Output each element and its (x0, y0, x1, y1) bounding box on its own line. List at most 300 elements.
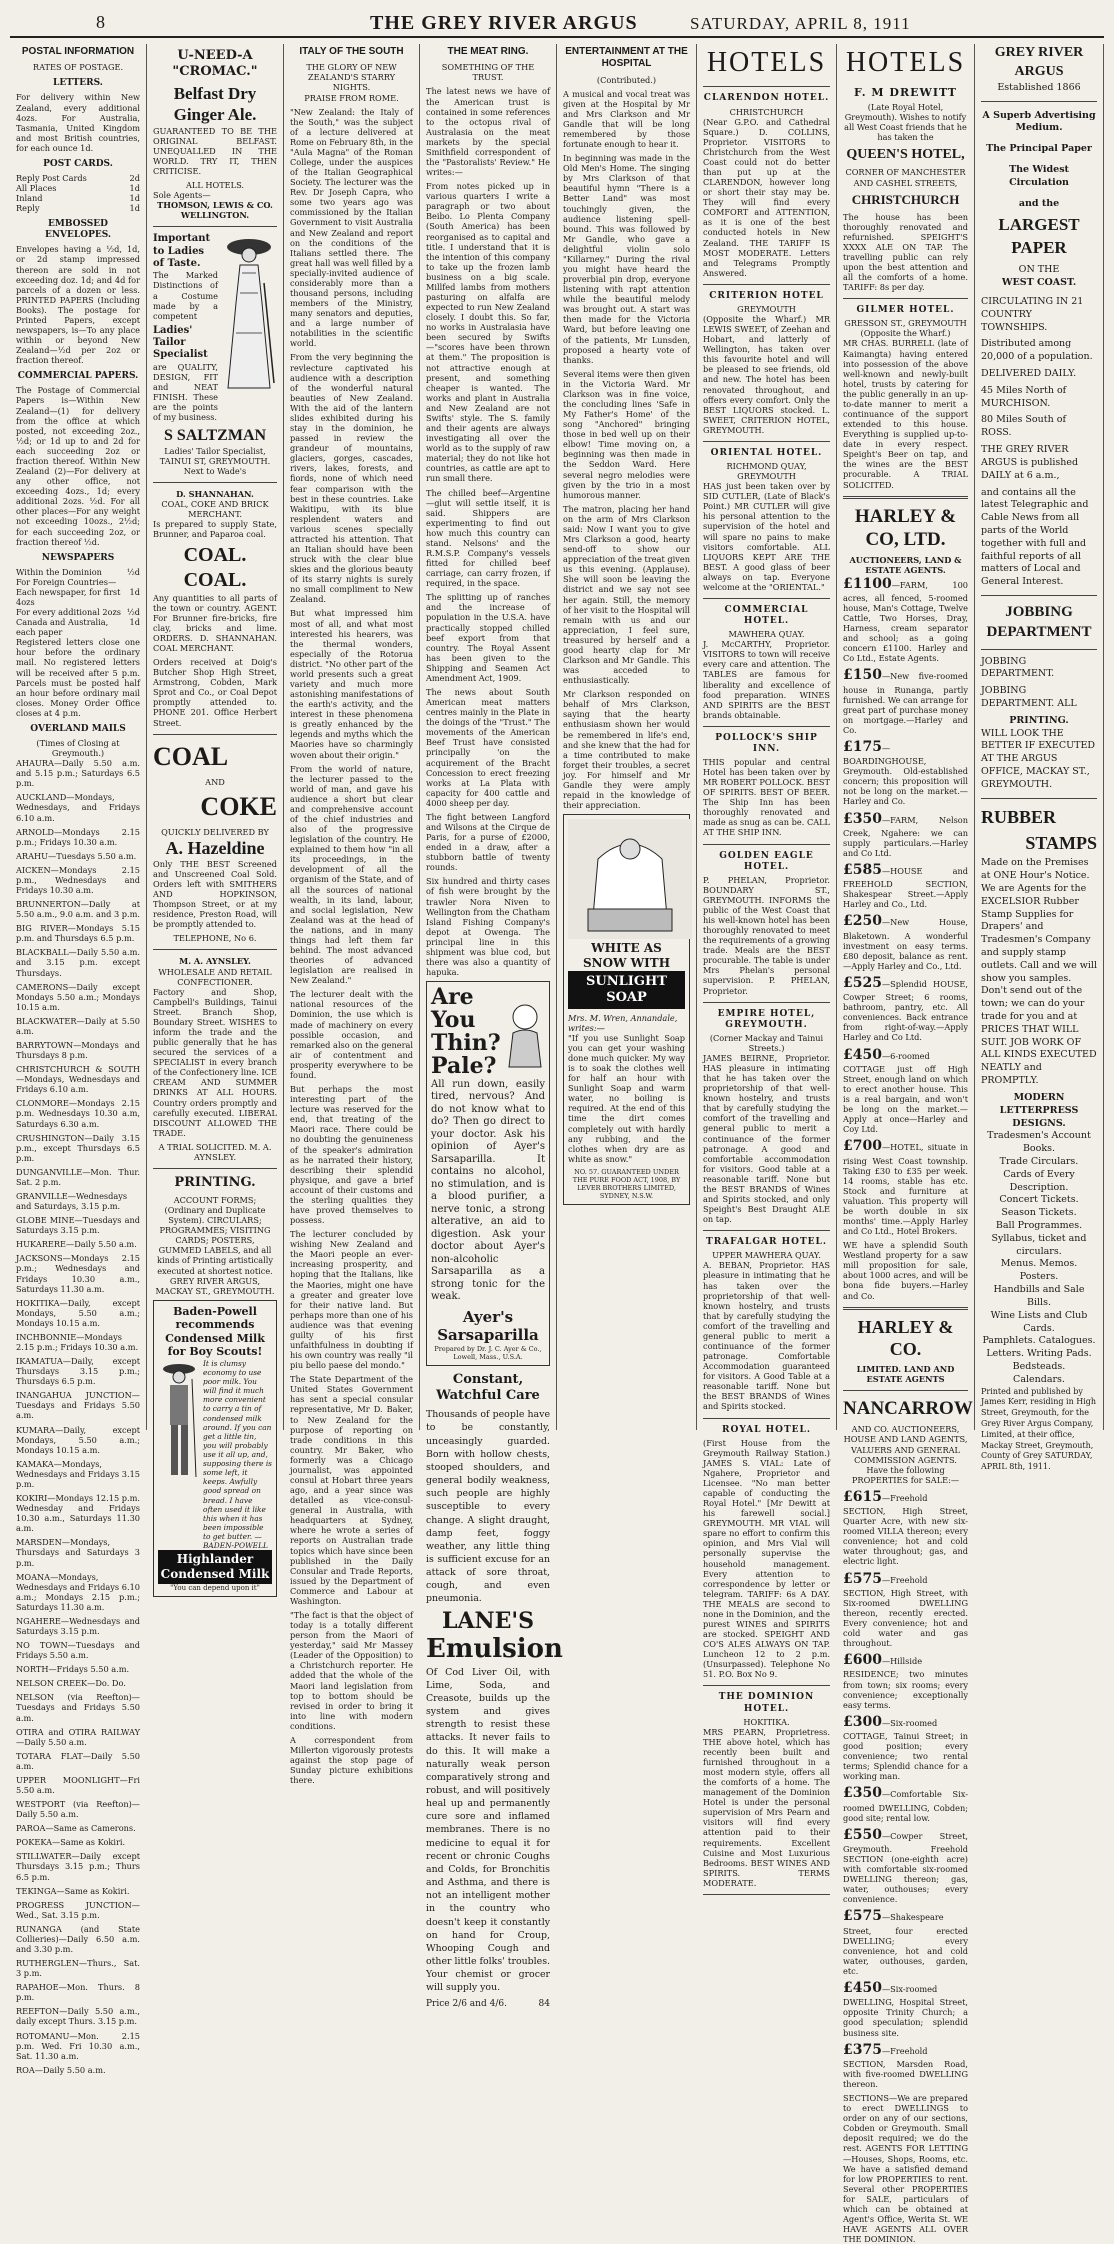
overland-entry: HUKARERE—Daily 5.50 a.m. (16, 1239, 137, 1250)
rate-label: For every additional 2ozs (16, 607, 121, 618)
saltzman-sub: Ladies' Tailor Specialist, TAINUI ST, GREYMOUTH. Next to Wade's (159, 445, 271, 476)
column-argus (975, 44, 1104, 1472)
italy-paragraph: A correspondent from Millerton vigorously protests against the stop page of Sunday picture exhibitions there. (290, 1734, 413, 1786)
newspapers-table (16, 567, 140, 638)
property-text: —Freehold SECTION, High Street, Quarter Acre, with new six-roomed VILLA thereon; every convenience; hot and cold water throughout; gas, and electric light. (843, 1492, 968, 1567)
property-text: —Splendid HOUSE, Cowper Street; 6 rooms, bathroom, pantry, etc. All conveniences. Back entrance from right-of-way.—Apply Harley and Co Ltd. (843, 978, 968, 1043)
rate-label: Each newspaper, for first 4ozs (16, 586, 121, 607)
property-listing (843, 1047, 968, 1135)
meat-subheading: SOMETHING OF THE TRUST. (441, 62, 535, 83)
hotel-name: GOLDEN EAGLE HOTEL. (719, 850, 814, 872)
overland-entry: HOKITIKA—Daily, except Mondays, 5.50 a.m.; Mondays 10.15 a.m. (16, 1297, 140, 1328)
drewitt-text: (Late Royal Hotel, Greymouth). Wishes to notify all West Coast friends that he has taken the (844, 101, 967, 143)
italy-paragraph: The lecturer concluded by wishing New Zealand and the Maori people an ever-increasing prosperity, and hoping that the Italians, like the Maories, might one have a greater and greater love for their native land. But perhaps more than one of his audience was that evening guilty of his first unfaithfulness in doubting if his own country was really "il piu bello paese del mondo." (290, 1229, 413, 1371)
work-list-item: Concert Tickets. (999, 1194, 1079, 1206)
column-meat (420, 44, 563, 2009)
hotel-listing (703, 1692, 830, 1894)
overland-entry: INANGAHUA JUNCTION—Tuesdays and Fridays 5.50 a.m. (16, 1390, 140, 1421)
rate-value: 1d (129, 586, 140, 597)
property-listing (843, 1908, 968, 1976)
property-price: £585 (843, 861, 882, 878)
commercial-text: The Postage of Commercial Papers is—Within New Zealand—(1) for delivery from the office at which posted, not exceeding 2oz., ½d; or 1d up to and 2d for each succeeding 2oz or fraction thereof. Within New Zealand (2)—For delivery at any other office, not exceeding 4ozs., 1d; every additional 2ozs. ½d. For all other places—For any weight not exceeding 10ozs., 2½d; for each succeeding 2oz, or fraction thereof ½d. (16, 385, 140, 547)
argus-largest: LARGEST PAPER (998, 215, 1080, 258)
hotel-name: POLLOCK'S SHIP INN. (715, 732, 818, 754)
cromac-title: U-NEED-A "CROMAC." (172, 48, 258, 79)
hotel-listing (703, 733, 830, 845)
column-postal (10, 44, 147, 2075)
column-italy (284, 44, 420, 1786)
hazeldine-sub: QUICKLY DELIVERED BY (161, 826, 269, 837)
italy-subheading-2: PRAISE FROM ROME. (304, 92, 399, 103)
jobbing-3: JOBBING DEPARTMENT. ALL (981, 685, 1077, 709)
property-listing (843, 576, 968, 664)
property-price: £450 (843, 1980, 882, 1997)
hotel-location: UPPER MAWHERA QUAY. (712, 1250, 821, 1261)
hotel-text: (Opposite the Wharf.) MR LEWIS SWEET, of Zeehan and Hobart, and latterly of Wellington, has taken over this favourite hotel and will be pleased to see friends, old and new. The hotel has been renovated throughout, and offers every comfort. Only the BEST LIQUORS stocked. L. SWEET, CRITERION HOTEL, GREYMOUTH. (703, 313, 830, 435)
harley-sub-2: LIMITED. LAND AND ESTATE AGENTS (856, 1363, 955, 1384)
property-price: £1100 (843, 575, 892, 592)
rate-label: For Foreign Countries— (16, 576, 117, 587)
hotel-text: JAMES BEIRNE, Proprietor. HAS pleasure in intimating that he has taken over the proprietorship of that well-known hostelry, and trusts that by carefully studying the comfort of the travelling and general public to merit a continuance of the former patronage. A good and comfortable accommodation for visitors. Good table at a reasonable tariff. None but the BEST BRANDS of Wines and Spirits stocked, and only Speight's Best Draught ALE on tap. (703, 1052, 830, 1225)
rate-value: 1d (129, 617, 140, 628)
property-listing (843, 1980, 968, 2038)
overland-entry: DUNGANVILLE—Mon. Thur. Sat. 2 p.m. (16, 1166, 140, 1187)
rate-label: Reply (16, 203, 40, 214)
property-price: £375 (843, 2041, 882, 2058)
meat-paragraph: The latest news we have of the American trust is contained in some references to the octopus rival of Australasia on the meat markets by the special Smithfield correspondent of the "Pastoralists' Review." He writes:— (426, 86, 550, 178)
rate-value: ½d (126, 566, 140, 577)
christchurch: CHRISTCHURCH (851, 191, 960, 207)
property-text: —Shakespeare Street, four erected DWELLING; every convenience, hot and cold water, outhouses, garden, etc. (843, 1912, 968, 1976)
agents-name: THOMSON, LEWIS & CO. WELLINGTON. (157, 200, 273, 221)
overland-entry: POKEKA—Same as Kokiri. (16, 1837, 126, 1848)
milk-ad (153, 1300, 277, 1597)
property-price: £150 (843, 667, 882, 684)
sections-text: SECTIONS—We are prepared to erect DWELLINGS to order on any of our sections, Cobden or Greymouth. Small deposit required; we do the rest. AGENTS FOR LETTING—Houses, Shops, Rooms, etc. We have a satisfied demand for low PROPERTIES to rent. Several other PROPERTIES for SALE, particulars of which can be obtained at Agent's Office, Werita St. WE HAVE AGENTS ALL OVER THE DOMINION. (843, 2093, 968, 2244)
property-text: —New five-roomed house in Runanga, partly furnished. We can arrange for great part of purchase money on mortgage.—Harley and Co. (843, 671, 968, 735)
overland-subtitle: (Times of Closing at Greymouth.) (36, 737, 120, 759)
property-text: —Freehold SECTION, High Street, with Six-roomed DWELLING thereon, recently erected. Every convenience; hot and cold water and gas throughout. (843, 1574, 968, 1649)
coke-and: AND (205, 776, 225, 787)
page-header (10, 10, 1104, 38)
queens-text: The house has been thoroughly renovated and refurnished. SPEIGHT'S XXXX ALE ON TAP. The travelling public can rely upon the best attention and all the comforts of a home. TARIFF: 8s per day. (843, 211, 968, 293)
aynsley-heading: M. A. AYNSLEY. (179, 956, 251, 967)
all-hotels: ALL HOTELS. (185, 180, 245, 191)
overland-entry: AHAURA—Daily 5.50 a.m. and 5.15 p.m.; Saturdays 6.5 p.m. (16, 758, 140, 789)
entertainment-paragraph: Several items were then given in the Victoria Ward. Mr Clarkson was in fine voice, the concluding lines 'Safe in My Father's Home' of the song "Anchored" bringing those in bed well up on their elbow! Time moving on, a beginning was then made in the Seddon Ward. Here several negro melodies were given by the trio in a most humorous manner. (563, 368, 690, 500)
meat-article (426, 86, 550, 977)
ladies-heading: Important to Ladies of Taste. (153, 233, 211, 270)
hotels-heading-2: HOTELS (845, 47, 966, 78)
property-price: £450 (843, 1046, 882, 1063)
queens-location: CORNER OF MANCHESTER AND CASHEL STREETS, (845, 167, 966, 188)
nancarrow-listings (843, 1489, 968, 2089)
property-text: —HOTEL, situate in rising West Coast township. Taking £30 to £35 per week. 14 rooms, stable has etc. Stock and furniture at valuation. This property will be worth double in six months' time.—Apply Harley and Co Ltd., Hotel Brokers. (843, 1142, 968, 1237)
post-cards-table (16, 173, 140, 213)
italy-paragraph: "New Zealand: the Italy of the South," was the subject of a lecture delivered at Rome on February 8th, in the "Aula Magna" of the Roman College, under the auspices of the Italian Geographical Society. The lecturer was the Rev. Dr Joseph Capra, who some two years ago was commissioned by the Italian Government to visit Australia and New Zealand and report on the conditions of the Italians settled there. The great hall was well filled by a specially-invited audience of considerably more than a thousand persons, including members of the Ministry, many senators and deputies, and a large number of notabilities in the scientific world. (290, 106, 413, 349)
property-listing (843, 1827, 968, 1905)
entertainment-article (563, 89, 690, 810)
overland-entry: JACKSONS—Mondays 2.15 p.m.; Wednesdays and Fridays 10.30 a.m., Saturdays 11.30 a.m. (16, 1253, 140, 1294)
saltzman-name: S SALTZMAN (163, 427, 267, 445)
property-price: £550 (843, 1826, 882, 1843)
overland-entry: RAPAHOE—Mon. Thurs. 8 p.m. (16, 1982, 140, 2003)
rate-label: Within the Dominion (16, 566, 102, 577)
hotel-text: (First House from the Greymouth Railway Station.) JAMES S. VIAL: Late of Ngahere, Proprietor and Licensee. "No man better capable of conducting the Royal Hotel." [Mr Dewitt at his farewell social.] GREYMOUTH. MR VIAL will spare no effort to confirm this opinion, and Mrs Vial will personally supervise the household management. Every attention to correspondence by letter or telegram. TARIFF: 6s A DAY. THE MEALS are second to none in the Dominion, and the purest WINES and SPIRITS are stocked. SPEIGHT AND CO'S ALES ALWAYS ON TAP. Luncheon 12 to 2 p.m. (Unsurpassed). Telephone No 51. P.O. Box No 9. (703, 1437, 830, 1680)
rate-row (16, 577, 140, 587)
italy-paragraph: But what impressed him most of all, and what most interested his hearers, was the thermal wonders, especially of the Rotorua district. "No other part of the world presents such a great variety and much more astonishing manifestations of the earth's activity, and the interest in these phenomena is greatly enhanced by the legends and myths which the Maories have so charmingly woven about their origin." (290, 608, 413, 760)
letters-heading: LETTERS. (53, 78, 103, 89)
coke-big: COKE (200, 791, 277, 821)
ginger-ale-heading: Belfast Dry Ginger Ale. (173, 83, 257, 124)
italy-article (290, 107, 413, 1786)
overland-entry: KUMARA—Daily, except Mondays, 5.50 a.m.; Mondays 10.15 a.m. (16, 1424, 140, 1455)
rate-value: 1d (129, 193, 140, 204)
argus-title: GREY RIVER ARGUS (994, 45, 1084, 79)
hotel-listing (703, 1009, 830, 1232)
property-listing (843, 739, 968, 807)
imprint: Printed and published by James Kerr, residing in High Street, Greymouth, for the Grey River Argus Company, Limited, at their office, Mackay Street, Greymouth, County of Grey SATURDAY, APRIL 8th, 1911. (981, 1386, 1097, 1472)
property-text: —Freehold SECTION, Marsden Road, with five-roomed DWELLING thereon. (843, 2045, 968, 2089)
hotel-name: EMPIRE HOTEL, GREYMOUTH. (717, 1008, 816, 1030)
argus-medium: A Superb Advertising Medium. (982, 109, 1096, 134)
overland-entry: BLACKWATER—Daily at 5.50 a.m. (16, 1015, 140, 1036)
sawmill-text: WE have a splendid South Westland property for a saw mill proposition for sale, about 1000 acres, and will be bona fide buyers.—Harley and Co. (843, 1240, 968, 1301)
property-price: £250 (843, 913, 882, 930)
column-entertainment (557, 44, 697, 1430)
aynsley-sub: WHOLESALE AND RETAIL CONFECTIONER. (158, 966, 272, 987)
hotel-text: (Near G.P.O. and Cathedral Square.) D. COLLINS, Proprietor. VISITORS to Christchurch from the West Coast could not do better than put up at the CLARENDON, however long or short their stay may be. They will find every COMFORT and ATTENTION, as it is one of the best conducted hotels in New Zealand. THE TARIFF IS MOST MODERATE. Letters and Telegrams Promptly Answered. (703, 116, 830, 278)
harley-sub: AUCTIONEERS, LAND & ESTATE AGENTS. (849, 555, 962, 576)
lady-illustration (222, 233, 277, 426)
argus-contains: and contains all the latest Telegraphic and Cable News from all parts of the World together with full and faithful reports of all matters of Local and General Interest. (981, 486, 1089, 588)
rate-row (16, 617, 140, 637)
cards-heading: POST CARDS. (43, 158, 113, 169)
hotel-location: RICHMOND QUAY, GREYMOUTH (726, 460, 807, 482)
property-listing (843, 1138, 968, 1236)
property-price: £700 (843, 1138, 882, 1155)
overland-entry: TEKINGA—Same as Kokiri. (16, 1885, 130, 1896)
hotel-text: A. BEBAN, Proprietor. HAS pleasure in intimating that he has taken over the proprietorship of that well-known hostelry, and trusts that by carefully studying the comfort of the travelling and general public to merit a continuance of the former patronage. Comfortable Accommodation guaranteed for visitors. A Good Table at a reasonable tariff. None but the BEST BRANDS of Wines and Spirits stocked. (703, 1260, 830, 1412)
shannahan-sub: COAL, COKE AND BRICK MERCHANT. (161, 499, 269, 520)
rate-row (16, 183, 140, 193)
overland-entry: NO TOWN—Tuesdays and Fridays 5.50 a.m. (16, 1640, 140, 1661)
milk-quote: It is clumsy economy to use poor milk. You will find it much more convenient to carry a tin of condensed milk around. If you can get a little tin, you will probably use it all up, and, supposing there is some left, it keeps. Awfully good spread on bread. I have often used it like this when it has been impossible to get butter. — BADEN-POWELL (203, 1358, 272, 1551)
argus-established: Established 1866 (997, 81, 1081, 93)
column-hotels-1 (697, 44, 837, 1888)
overland-entry: INCHBONNIE—Mondays 2.15 p.m.; Fridays 10.30 a.m. (16, 1331, 139, 1353)
overland-list (16, 758, 140, 2075)
hotel-text: THIS popular and central Hotel has been taken over by MR ROBERT POLLOCK. BEST OF SPIRITS. BEST OF BEER. The Ship Inn has been thoroughly renovated and made as snug as can be. CALL AT THE SHIP INN. (703, 756, 830, 838)
overland-entry: TOTARA FLAT—Daily 5.50 a.m. (16, 1750, 140, 1771)
column-hotels-2 (837, 44, 975, 2244)
hotel-location: HOKITIKA. (743, 1716, 790, 1727)
work-list-item: Handbills and Sale Bills. (993, 1284, 1085, 1308)
overland-entry: MOANA—Mondays, Wednesdays and Fridays 6.10 a.m.; Mondays 2.15 p.m.; Saturdays 11.30 a.m. (16, 1571, 140, 1612)
soap-brand: SUNLIGHT SOAP (568, 971, 685, 1009)
property-text: —Hillside RESIDENCE; two minutes from town; six rooms; every convenience; exceptionally easy terms. (843, 1656, 968, 1710)
harley-listings (843, 576, 968, 1237)
hotel-listing (703, 291, 830, 442)
coal-text: Any quantities to all parts of the town or country. AGENT. For Brunner fire-bricks, fire clay, bricks and lime. ORDERS. D. SHANNAHAN. COAL MERCHANT. (153, 592, 277, 653)
coal-big: COAL (153, 741, 229, 771)
hotel-listing (703, 605, 830, 727)
rate-value: 1d (129, 183, 140, 194)
property-text: —BOARDINGHOUSE, Greymouth. Old-established concern; this proposition will not be long on the market.—Harley and Co. (843, 742, 968, 807)
overland-entry: ARNOLD—Mondays 2.15 p.m.; Fridays 10.30 a.m. (16, 826, 140, 847)
rate-row (16, 587, 140, 607)
care-text: Thousands of people have to be constantly, unceasingly guarded. Born with hollow chests, stooped shoulders, and general bodily weakness, such people are highly susceptible to every change. A slight draught, damp feet, foggy weather, any little thing is sufficient excuse for an attack of sore throat, cough, and even pneumonia. (426, 1409, 550, 1605)
italy-paragraph: The lecturer dealt with the national resources of the Dominion, the use which is made of machinery on every possible occasion, and remarked also on the general air of contentment and prosperity everywhere to be found. (290, 989, 413, 1080)
ladies-text: The Marked Distinctions of a Costume made by a competent (153, 270, 218, 321)
page-number: 8 (96, 12, 105, 32)
jobbing-2: JOBBING DEPARTMENT. (981, 655, 1055, 680)
property-price: £300 (843, 1713, 882, 1730)
property-listing (843, 913, 968, 971)
hotel-text: HAS just been taken over by SID CUTLER, (Late of Black's Point.) MR CUTLER will give his personal attention to the supervision of the hotel and will spare no pains to make visitors comfortable. ALL LIQUORS KEPT ARE THE BEST. A good glass of beer always on tap. Everyone welcome at the "ORIENTAL." (703, 481, 830, 592)
italy-paragraph: From the very beginning the revlecture captivated his audience with a description of the wonderful natural beauties of New Zealand. With the aid of the lantern slides exhibited during his stay in the dominion, he passed in review the grandeur of mountains, glaciers, gorges, cascades, rivers, lakes, forests, and fiords, none of which need fear comparison with the best in these countries. Lake Wakitipu, with its blue resplendent waters and various scenes specially attracted his attention. That an Italian should have been struck with the clear blue skies and the glorious beauty of its starry nights is surely no small compliment to New Zealand. (290, 352, 413, 605)
emulsion-heading: Emulsion (426, 1633, 563, 1664)
overland-entry: KAMAKA—Mondays, Wednesdays and Fridays 3.15 p.m. (16, 1458, 140, 1489)
rate-row (16, 173, 140, 183)
property-price: £350 (843, 1785, 882, 1802)
hotel-name: ROYAL HOTEL. (722, 1424, 811, 1435)
overland-entry: BRUNNERTON—Daily at 5.50 a.m., 9.0 a.m. and 3 p.m. (16, 899, 140, 920)
argus-principal: The Principal Paper (986, 143, 1092, 155)
overland-entry: WESTPORT (via Reefton)—Daily 5.50 a.m. (16, 1799, 140, 1820)
overland-entry: CHRISTCHURCH & SOUTH—Mondays, Wednesdays and Fridays 6.10 a.m. (16, 1064, 140, 1095)
shannahan-heading: D. SHANNAHAN. (176, 489, 254, 500)
modern-letterpress: MODERN LETTERPRESS (999, 1091, 1079, 1116)
soap-letter: "If you use Sunlight Soap you can get your washing done much quicker. My way is to soak the clothes well for half an hour with Sunlight Soap and warm water, no boiling is required. At the end of this time the dirt comes completely out with hardly any rubbing, and the clothes when dry are as white as snow." (568, 1032, 685, 1164)
overland-entry: GRANVILLE—Wednesdays and Saturdays, 3.15 p.m. (16, 1191, 128, 1212)
overland-entry: CLONMORE—Mondays 2.15 p.m. Wednesdays 10.30 a.m, Saturdays 6.30 a.m. (16, 1098, 140, 1129)
overland-entry: ROTOMANU—Mon. 2.15 p.m. Wed. Fri 10.30 a.m., Sat. 11.30 a.m. (16, 2030, 140, 2061)
telephone: TELEPHONE, No 6. (173, 933, 257, 944)
lane-footnote: 84 (538, 1998, 550, 2009)
overland-entry: MARSDEN—Mondays, Thursdays and Saturdays 3 p.m. (16, 1537, 140, 1568)
overland-entry: IKAMATUA—Daily, except Thursdays 3.15 p.m.; Thursdays 6.5 p.m. (16, 1356, 140, 1387)
property-listing (843, 1714, 968, 1782)
property-listing (843, 1571, 968, 1649)
hotels-list (703, 93, 830, 1895)
hotel-location: GREYMOUTH (737, 303, 796, 314)
masthead: THE GREY RIVER ARGUS (370, 12, 638, 34)
meat-paragraph: From notes picked up in various quarters I write a paragraph or two about Beibo. Lo Plenta Company (South America) has been reorganised as to capital and title. I understand that it is the intention of this company to take up the frozen lamb business on a big scale. Millfed lambs from mothers pasturing on alfalfa are expected to run New Zealand closely. I doubt this. So far, no works in Australasia have been secured by Swifts—"scores have been thrown at them." The proposition is not attractive enough at present, and something cheaper is wanted. The works and plant in Australia and New Zealand are not Swifts' style. The S. family and their agents are always investigating all over the world as to the supply of raw material; they do not like hot countries, as cattle are apt to run small there. (426, 181, 550, 484)
property-listing (843, 811, 968, 858)
overland-entry: RUTHERGLEN—Thurs., Sat. 3 p.m. (16, 1958, 140, 1979)
work-list-item: Trade Circulars. (999, 1155, 1079, 1167)
property-listing (843, 667, 968, 735)
rubber-heading: RUBBER (981, 806, 1057, 827)
drewitt-name: F. M DREWITT (854, 86, 957, 100)
meat-paragraph: The chilled beef—Argentine—glut will settle itself, it is said. Shippers are experimenting to find out how much this country can stand. Nelsons' and the R.M.S.P. Company's vessels fitted for chilled beef carriage, can carry frozen, if required, in the space. (426, 487, 550, 589)
entertainment-paragraph: The matron, placing her hand on the arm of Mrs Clarkson said: Now I want you to give Mrs Clarkson a good, hearty send-off to show our appreciation of the treat given us this evening. (Applause). She will soon be leaving the district and we say not see her again. Still, the memory of her visit to the Hospital will remain with us and our appreciation, I feel sure, treasured by herself and a good hearty clap for Mr Clarkson and Mr Gandle. This was acceded to enthusiastically. (563, 503, 690, 686)
tailor-text: are QUALITY, DESIGN, FIT and NEAT FINISH. These are the points of my business. (153, 361, 218, 423)
argus-published: THE GREY RIVER ARGUS is published DAILY at 6 a.m., (981, 444, 1079, 481)
property-listing (843, 2042, 968, 2089)
rate-value: ½d (126, 607, 140, 618)
overland-entry: PAROA—Same as Camerons. (16, 1823, 136, 1834)
property-text: —FARM, 100 acres, all fenced, 5-roomed house, Man's Cottage, Twelve Cattle, Two Horses, Dray, Harness, cream separator and school; as a going concern £1100. Harley and Co Ltd., Estate Agents. (843, 579, 968, 664)
work-list-item: Tradesmen's Account Books. (987, 1130, 1091, 1155)
queens-hotel: QUEEN'S HOTEL, (846, 147, 965, 163)
argus-miles: 45 Miles North of MURCHISON. (981, 384, 1067, 409)
postal-title: POSTAL INFORMATION (21, 46, 135, 57)
property-price: £575 (843, 1570, 882, 1587)
harley-heading: HARLEY & CO, LTD. (854, 505, 957, 550)
argus-coast: WEST COAST. (1001, 277, 1077, 289)
hotel-listing (703, 1425, 830, 1687)
work-list-item: Wine Lists and Club Cards. (990, 1309, 1088, 1334)
rate-value: 2d (129, 172, 140, 183)
jobbing-heading: JOBBING DEPARTMENT (986, 604, 1092, 641)
rate-row (16, 607, 140, 617)
work-list-item: Cards of Every Description. (1003, 1168, 1075, 1193)
argus-circulation: The Widest Circulation (1009, 164, 1069, 188)
newspapers-heading: NEWSPAPERS (41, 552, 115, 563)
hotels-heading: HOTELS (706, 47, 827, 78)
newspapers-text: Registered letters close one hour before the ordinary mail. No registered letters will be received after 5 p.m. Parcels must be posted half an hour before ordinary mail closes. Money Order Office closes at 4 p.m. (16, 637, 140, 718)
nancarrow-heading: NANCARROW (843, 1398, 973, 1420)
tailor-heading: Ladies' Tailor Specialist (153, 324, 208, 361)
work-list-item: Season Tickets. (1001, 1207, 1077, 1219)
designs: DESIGNS. (1012, 1117, 1066, 1129)
property-text: —Six-roomed COTTAGE, Tainui Street; in good position; every convenience; two rental terms; Splendid chance for a working man. (843, 1717, 968, 1782)
work-list (981, 1130, 1097, 1386)
overland-entry: NELSON CREEK—Do. Do. (16, 1678, 126, 1689)
hotel-name: CLARENDON HOTEL. (703, 93, 830, 104)
coal-heading: COAL. COAL. (183, 544, 247, 592)
embossed-text: Envelopes having a ½d, 1d, or 2d stamp impressed thereon are sold in not exceeding doz. 1d; and 4d for parcels of a dozen or less. PRINTED PAPERS (Including Books). The postage for Printed Papers, except newspapers, is—To any place within or beyond New Zealand—½d per 2oz or fraction thereof. (16, 244, 140, 366)
hotel-location: CHRISTCHURCH (729, 106, 804, 117)
column-ads (147, 44, 284, 1592)
italy-subheading: THE GLORY OF NEW ZEALAND'S STARRY NIGHTS. (306, 62, 397, 93)
property-text: —Cowper Street, Greymouth. Freehold SECTION (one-eighth acre) with comfortable six-roomed DWELLING thereon; gas, water, outhouses; every convenience. (843, 1830, 968, 1905)
printing-heading: PRINTING. (174, 1175, 256, 1191)
rate-label: Reply Post Cards (16, 172, 87, 183)
work-list-item: Syllabus, ticket and circulars. (991, 1232, 1087, 1257)
property-text: —Comfortable Six-roomed DWELLING, Cobden; good site; rental low. (843, 1789, 968, 1823)
laundry-illustration (568, 819, 692, 939)
property-price: £525 (843, 974, 882, 991)
entertainment-heading: ENTERTAINMENT AT THE HOSPITAL (565, 46, 688, 70)
nancarrow-sub: AND CO. AUCTIONEERS, HOUSE AND LAND AGENTS, VALUERS AND GENERAL COMMISSION AGENTS. Have the following PROPERTIES for SALE:— (843, 1424, 968, 1485)
property-text: —HOUSE and FREEHOLD SECTION, Shakespear Street.—Apply Harley and Co., Ltd. (843, 865, 968, 910)
lane-price: Price 2/6 and 4/6. (426, 1998, 507, 2009)
hotel-name: CRITERION HOTEL (709, 290, 824, 301)
care-heading: Constant, Watchful Care (436, 1372, 540, 1404)
stamps-heading: STAMPS (1025, 832, 1097, 853)
argus-printing-text: WILL LOOK THE BETTER IF EXECUTED AT THE ARGUS OFFICE, MACKAY ST., GREYMOUTH. (981, 727, 1096, 790)
property-price: £615 (843, 1488, 882, 1505)
argus-printing: PRINTING. (1009, 714, 1069, 726)
agents-label: Sole Agents— (153, 190, 211, 201)
hazeldine-name: A. Hazeldine (165, 837, 265, 858)
hazeldine-text: Only THE BEST Screened and Unscreened Coal Sold. Orders left with SMITHERS AND HOPKINSON, Thompson Street, or at my residence, Preston Road, will be promptly attended to. (153, 858, 277, 930)
shannahan-text: Is prepared to supply State, Brunner, and Paparoa coal. (153, 519, 277, 540)
property-listing (843, 1489, 968, 1567)
ayer-brand: Ayer's Sarsaparilla (437, 1307, 539, 1345)
property-price: £175 (843, 738, 882, 755)
rate-value: 1d (129, 203, 140, 214)
overland-entry: RUNANGA (and State Collieries)—Daily 6.50 a.m. and 3.30 p.m. (16, 1923, 140, 1954)
overland-entry: CAMERONS—Daily except Mondays 5.50 a.m.; Mondays 10.15 a.m. (16, 981, 140, 1012)
soap-guarantee: NO. 57. GUARANTEED UNDER THE PURE FOOD ACT, 1908, BY LEVER BROTHERS LIMITED, SYDNEY, N.S.W. (572, 1167, 681, 1200)
milk-brand: Highlander Condensed Milk (158, 1550, 272, 1584)
rate-row (16, 193, 140, 203)
meat-paragraph: The splitting up of ranches and the increase of population in the U.S.A. have practically stopped chilled beef export from that country. The Royal Assent has been given to the Shipping and Seamen Act Amendment Act, 1909. (426, 592, 550, 683)
meat-paragraph: The news about South American meat matters centres mainly in the Plate in the doings of the "Trust." The movements of the American Beef Trust have consisted principally 'on the acquirement of the Bracht Concession to erect freezing works at La Plata with capacity for 400 cattle and 4000 sheep per day. (426, 686, 550, 808)
harley-heading-2: HARLEY & CO. (857, 1316, 954, 1359)
commercial-heading: COMMERCIAL PAPERS. (17, 371, 139, 382)
aynsley-text: Factory and Shop, Campbell's Buildings, Tainui Street. Branch Shop, Boundary Street. WISHES to inform the trade and the public generally that he has secured the services of a SPECIALIST in every branch of the Confectionery line. ICE CREAM AND SUMMER DRINKS AT ALL HOURS. Country orders promptly and carefully executed. LIBERAL DISCOUNT ALLOWED THE TRADE. (153, 986, 277, 1138)
milk-tagline: "You can depend upon it" (170, 1583, 260, 1592)
issue-date: SATURDAY, APRIL 8, 1911 (690, 14, 911, 33)
overland-entry: NGAHERE—Wednesdays and Saturdays 3.15 p.m. (16, 1615, 140, 1636)
letter-writer: Mrs. M. Wren, Annandale, writes:— (568, 1012, 678, 1033)
italy-paragraph: From the world of nature, the lecturer passed to the world of man, and gave his audience a short but clear and comprehensive account of the chief industries and also of the progressive legislation of the country. He explained to them how "in all its proceedings, in the development of all the organism of the State, and of all the sources of national wealth, in its land, labour, and social legislation, New Zealand was at the head of the nations, and in many things had left them far behind. The most advanced theories of advanced legislation are realised in New Zealand." (290, 763, 413, 986)
hotel-listing (703, 93, 830, 284)
overland-entry: AUCKLAND—Mondays, Wednesdays, and Fridays 6.10 a.m. (16, 792, 140, 823)
ayer-prepared: Prepared by Dr. J. C. Ayer & Co., Lowell, Mass., U.S.A. (434, 1345, 542, 1362)
property-price: £575 (843, 1908, 882, 1925)
overland-entry: KOKIRI—Mondays 12.15 p.m. Wednesday and Fridays 10.30 a.m., Saturdays 11.30 a.m. (16, 1493, 140, 1534)
overland-entry: BARRYTOWN—Mondays and Thursdays 8 p.m. (16, 1039, 140, 1061)
overland-entry: NELSON (via Reefton)—Tuesdays and Fridays 5.50 a.m. (16, 1692, 140, 1723)
milk-heading: Baden-Powell recommends Condensed Milk for Boy Scouts! (165, 1304, 265, 1359)
lane-text: Of Cod Liver Oil, with Lime, Soda, and Creasote, builds up the system and gives strength to resist these attacks. It never fails to do this. It will make a naturally weak person comparatively strong and robust, and will positively heal up and permanently cure sore and inflamed membranes. There is no medicine to equal it for recent or chronic Coughs and Colds, for Bronchitis and Asthma, and there is not an intelligent mother in the country who doesn't keep it constantly on hand for Croup, Whooping Cough and other little folks' troubles. Your chemist or grocer will supply you. (426, 1666, 550, 1994)
overland-entry: OTIRA and OTIRA RAILWAY—Daily 5.50 a.m. (16, 1726, 140, 1747)
property-listing (843, 975, 968, 1043)
overland-entry: UPPER MOONLIGHT—Fri 5.50 a.m. (16, 1774, 140, 1795)
scout-illustration (158, 1359, 200, 1479)
property-price: £600 (843, 1652, 882, 1669)
work-list-item: Pamphlets. Catalogues. Letters. Writing Pads. Bedsteads. (982, 1335, 1096, 1372)
italy-paragraph: "The fact is that the object of today is a totally different person from the Maori of yesterday," said Mr Massey (Leader of the Opposition) to a Christchurch reporter. He added that the whole of the Maori land legislation from top to bottom should be revised in order to bring it into line with modern conditions. (290, 1610, 413, 1731)
overland-entry: CRUSHINGTON—Daily 3.15 p.m., except Thursdays 6.5 p.m. (16, 1132, 140, 1163)
property-listing (843, 862, 968, 909)
argus-and: and the (1018, 197, 1060, 209)
property-text: —6-roomed COTTAGE just off High Street, enough land on which to erect another house. This is a real bargain, and won't be long on the market.—Apply at once—Harley and Coy Ltd. (843, 1050, 968, 1135)
work-list-item: Calendars. (1013, 1373, 1065, 1385)
rate-label: Canada and Australia, each paper (16, 617, 109, 638)
ayer-headline: Are You Thin? Pale? (431, 984, 501, 1080)
hotel-text: P. PHELAN, Proprietor. BOUNDARY ST., GREYMOUTH. INFORMS the public of the West Coast that his well-known hotel has been thoroughly renovated to meet the requirements of a growing trade. Meals are the BEST procurable. The table is under Mrs Phelan's personal supervision. P. PHELAN, Proprietor. (703, 874, 830, 996)
rate-label: Inland (16, 193, 43, 204)
overland-entry: REEFTON—Daily 5.50 a.m., daily except Thurs. 3.15 p.m. (16, 2006, 140, 2027)
meat-paragraph: Six hundred and thirty cases of fish were brought by the trawler Nora Niven to Wellington from the Chatham Island Fishing Company's depot at Owenga. The principal line in this shipment was blue cod, but there was also a quantity of hapuka. (426, 876, 550, 978)
work-list-item: Ball Programmes. (995, 1220, 1083, 1231)
argus-on: ON THE (1018, 264, 1060, 276)
overland-entry: NORTH—Fridays 5.50 a.m. (16, 1664, 130, 1675)
hotel-name: THE DOMINION HOTEL. (718, 1692, 815, 1714)
property-price: £350 (843, 810, 882, 827)
property-listing (843, 1785, 968, 1822)
entertainment-paragraph: A musical and vocal treat was given at the Hospital by Mr and Mrs Clarkson and Mr Gandle that will be long remembered by those fortunate enough to hear it. (563, 88, 690, 150)
sunlight-ad (563, 814, 690, 1205)
hotel-name: COMMERCIAL HOTEL. (724, 604, 809, 627)
stamps-text: Made on the Premises at ONE Hour's Notice. We are Agents for the EXCELSIOR Rubber Stamp Supplies for Drapers' and Tradesmen's Company and supply stamp outlets. Call and we will show you samples. Don't send out of the town; we can do your trade for you and at PRICES THAT WILL SUIT. JOB WORK OF ALL KINDS EXECUTED NEATLY and PROMPTLY. (981, 857, 1097, 1087)
rate-label: All Places (16, 183, 57, 194)
contributed-label: (Contributed.) (596, 74, 657, 85)
overland-entry: ROA—Daily 5.50 a.m. (16, 2064, 106, 2075)
meat-paragraph: The fight between Langford and Wilsons at the Cirque de Paris, for a purse of £2000, ended in a draw, after a stubborn battle of twenty rounds. (426, 811, 550, 873)
postal-subtitle: RATES OF POSTAGE. (32, 62, 124, 73)
trial-solicited: A TRIAL SOLICITED. M. A. AYNSLEY. (158, 1141, 272, 1162)
printing-text: ACCOUNT FORMS; (Ordinary and Duplicate System). CIRCULARS; PROGRAMMES; VISITING CARDS; POSTERS, GUMMED LABELS, and all kinds of Printing artistically executed at shortest notice. GREY RIVER ARGUS, MACKAY ST., GREYMOUTH. (155, 1195, 275, 1296)
lanes-heading: LANE'S (441, 1607, 535, 1634)
